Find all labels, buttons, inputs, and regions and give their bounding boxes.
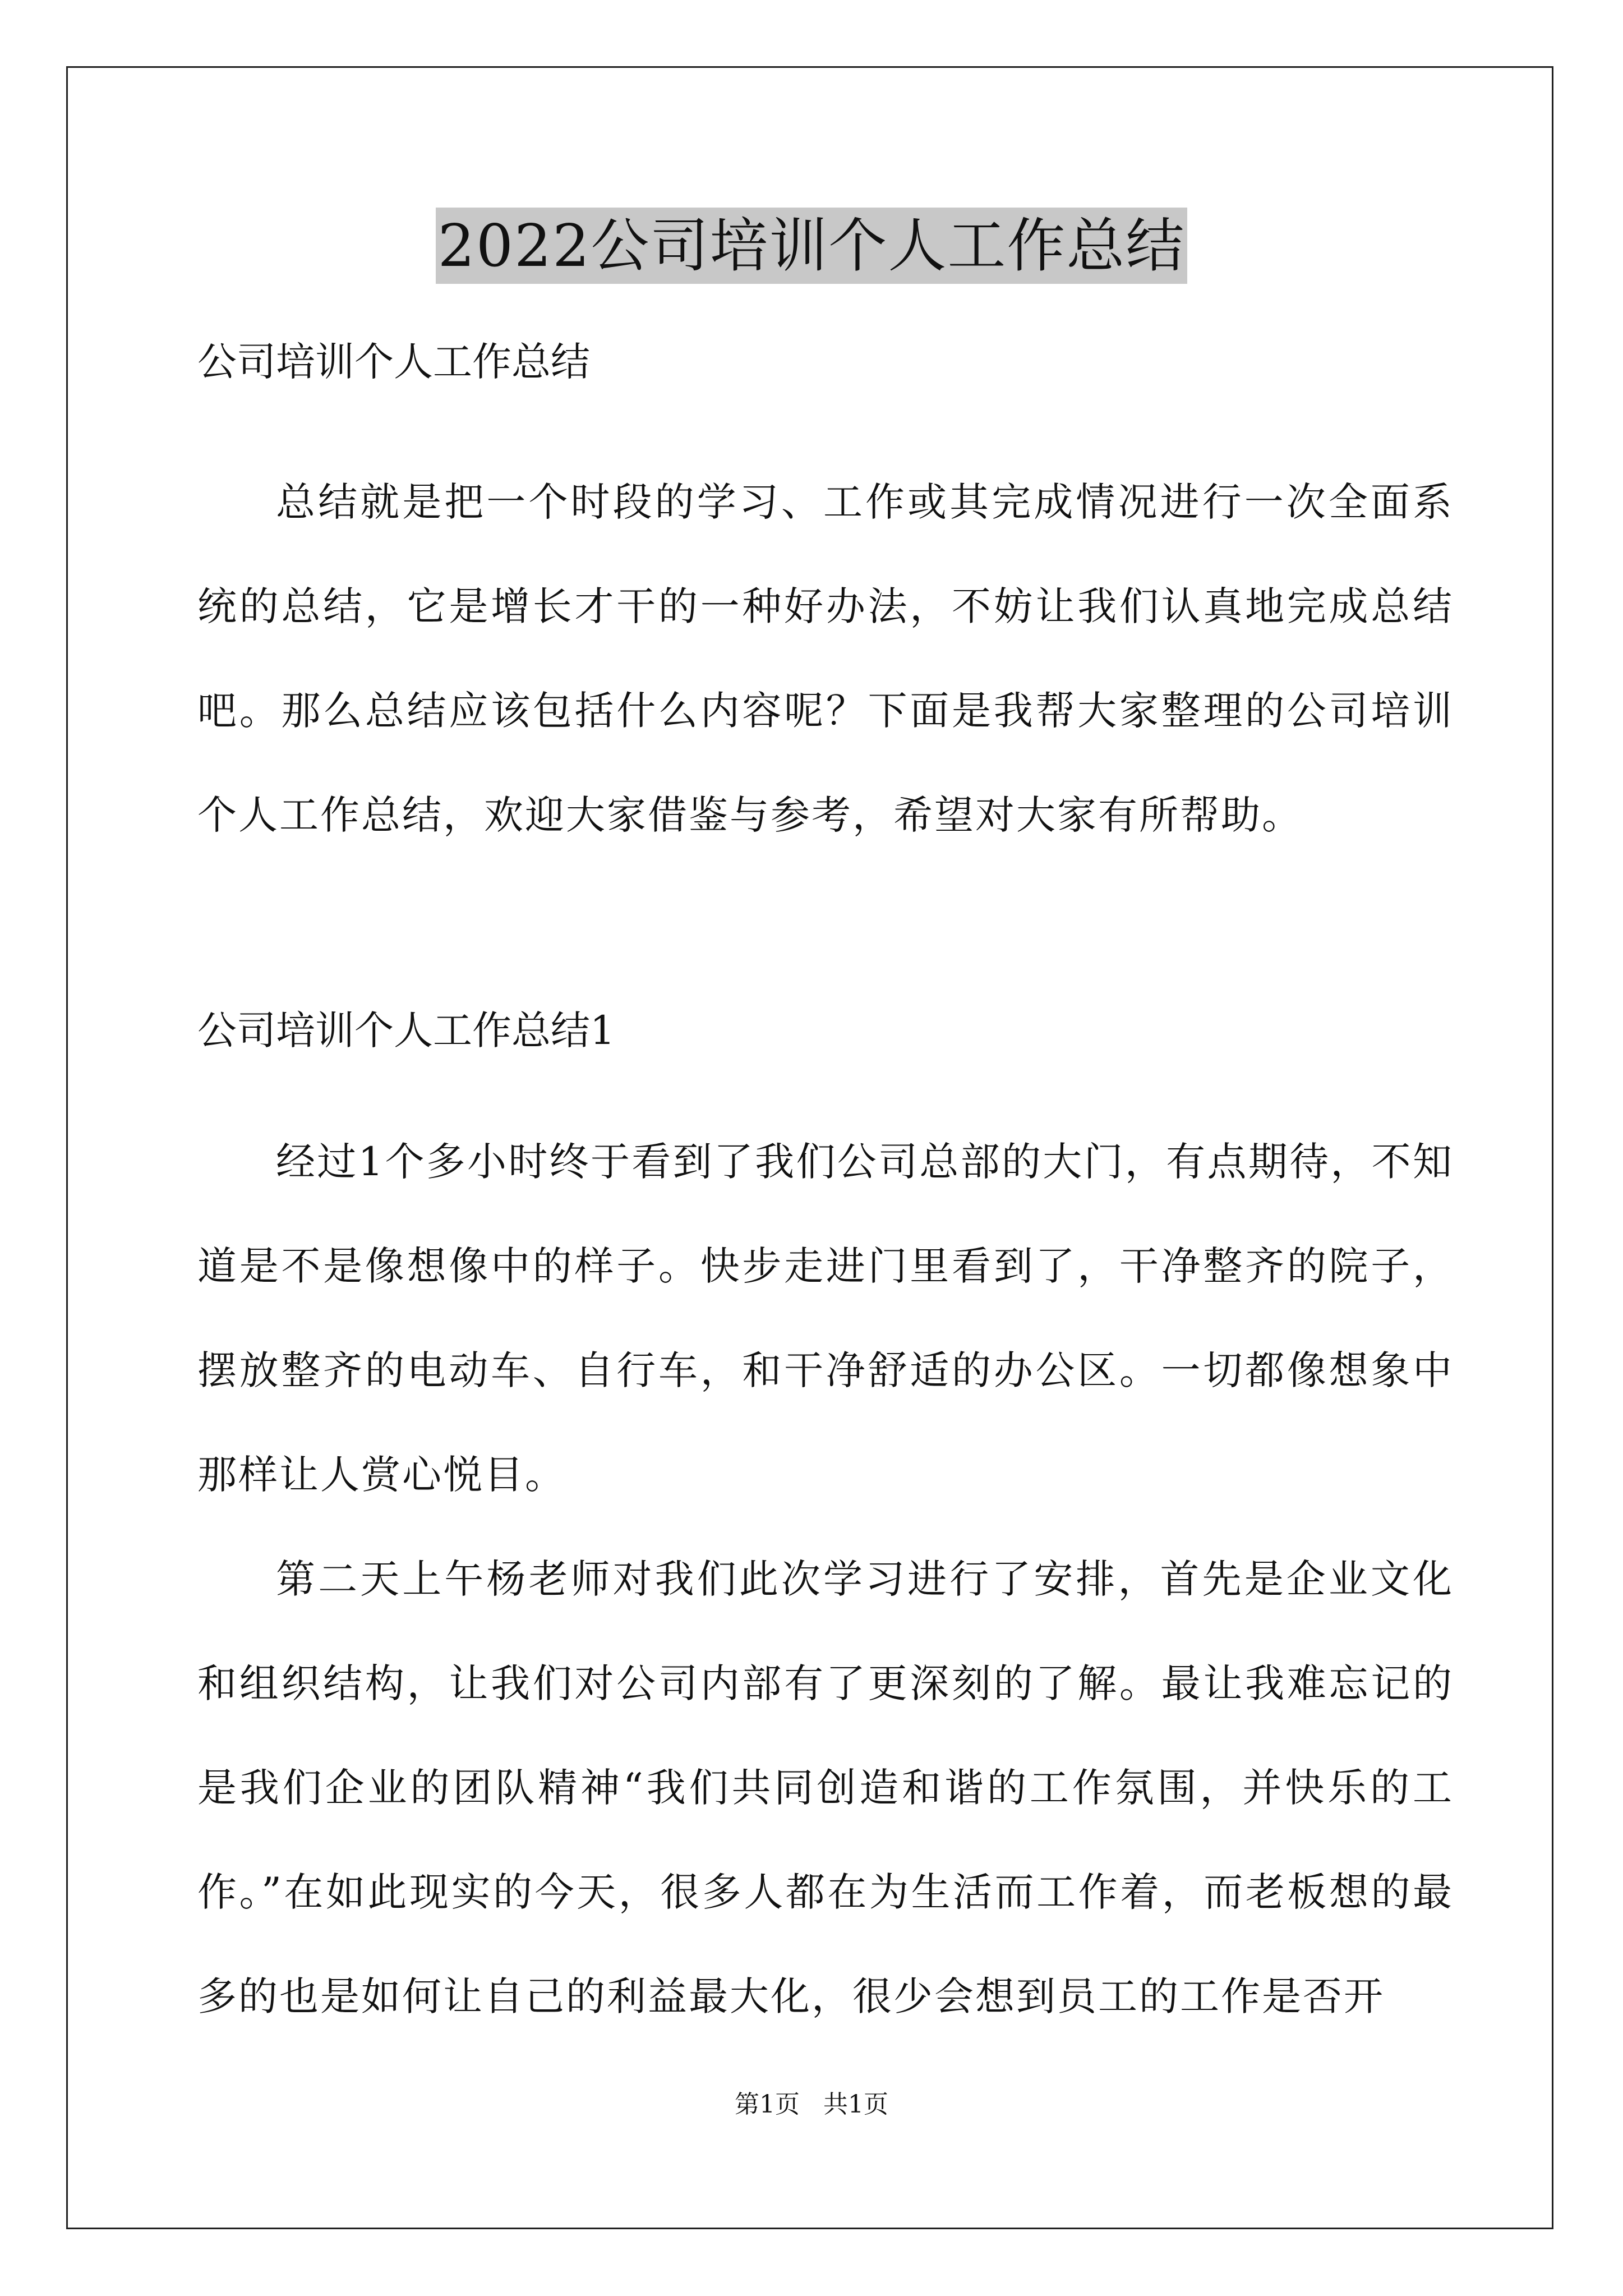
title-container [0, 208, 1623, 284]
page-number: 第1页 共1页 [735, 2090, 888, 2119]
intro-heading: 公司培训个人工作总结 [197, 339, 590, 385]
intro-paragraph: 总结就是把一个时段的学习、工作或其完成情况进行一次全面系统的总结，它是增长才干的一种好办法，不妨让我们认真地完成总结吧。那么总结应该包括什么内容呢？下面是我帮大家整理的公司培训个人工作总结，欢迎大家借鉴与参考，希望对大家有所帮助。 [197, 479, 1454, 838]
body-paragraph-1: 经过1个多小时终于看到了我们公司总部的大门，有点期待，不知道是不是像想像中的样子。快步走进门里看到了，干净整齐的院子，摆放整齐的电动车、自行车，和干净舒适的办公区。一切都像想象中那样让人赏心悦目。 [197, 1139, 1454, 1498]
document-body [197, 337, 1454, 2049]
section-heading: 公司培训个人工作总结1 [197, 1007, 615, 1053]
document-title: 2022公司培训个人工作总结 [436, 208, 1188, 284]
body-paragraph-2: 第二天上午杨老师对我们此次学习进行了安排，首先是企业文化和组织结构，让我们对公司内部有了更深刻的了解。最让我难忘记的是我们企业的团队精神“我们共同创造和谐的工作氛围，并快乐的工作。”在如此现实的今天，很多人都在为生活而工作着，而老板想的最多的也是如何让自己的利益最大化，很少会想到员工的工作是否开 [197, 1556, 1454, 2019]
page-footer [0, 2089, 1623, 2120]
